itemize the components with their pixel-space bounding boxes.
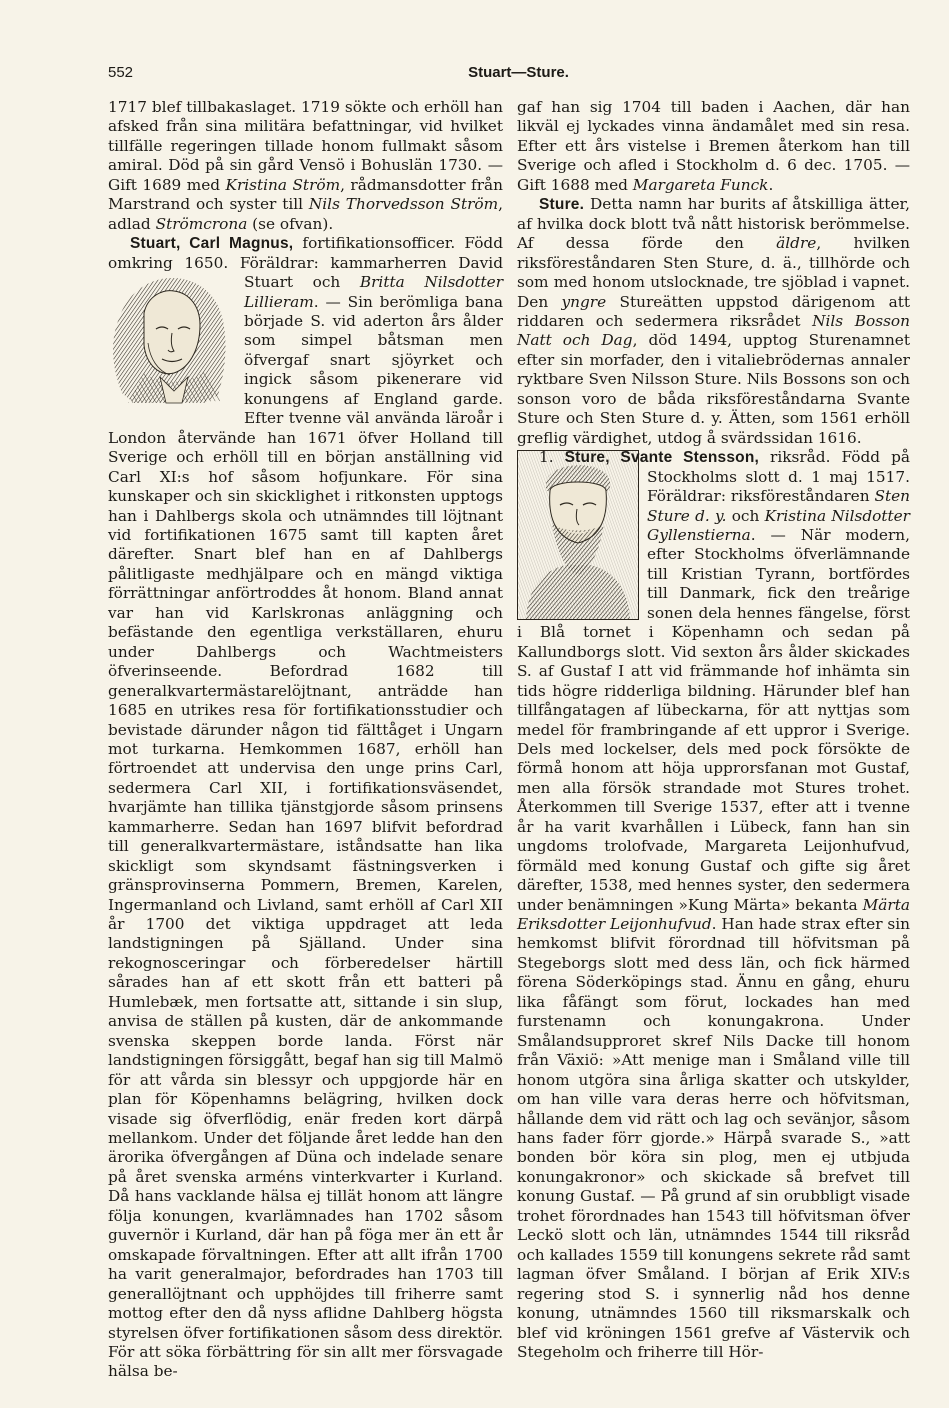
- headword: Sture.: [539, 196, 585, 214]
- page-number: 552: [108, 64, 134, 81]
- entry-sture-family: Sture. Detta namn har burits af åtskilliga ätter, af hvilka dock blott två nått historisk berömmelse. Af dessa förde den äldre, hvilken riksföreståndaren Sten Sture, d. ä., tillhörde och som med honom utslocknade, tre sjöblad i vapnet. Den yngre Stureätten uppstod därigenom att riddaren och sedermera riksrådet Nils Bosson Natt och Dag, död 1494, upptog Sturenamnet efter sin morfader, den i vitaliebrödernas annaler ryktbare Sven Nilsson Sture. Nils Bossons son och sonson voro de båda riksföreståndarna Svante Sture och Sten Sture d. y. Ätten, som 1561 erhöll greflig värdighet, utdog å svärdssidan 1616.: [517, 195, 910, 447]
- paragraph-stuart-end: gaf han sig 1704 till baden i Aachen, där han likväl ej lyckades vinna ändamålet med sin resa. Efter ett års vistelse i Bremen återkom han till Sverige och afled i Stockholm d. 6 dec. 1705. — Gift 1688 med Margareta Funck.: [517, 98, 910, 194]
- running-title: Stuart—Sture.: [468, 64, 569, 81]
- headword: Sture, Svante Stensson,: [564, 449, 759, 467]
- portrait-sture-engraving: [518, 451, 638, 619]
- portrait-stuart-engraving: [104, 273, 236, 411]
- entry-sture-svante-stensson: 1. Sture, Svante Stensson, riksråd. Född på Stockholms slott d. 1 maj 1517. Föräldrar: riksföreståndaren Sten Sture d. y. och Kristina Nilsdotter Gyllenstierna. — När modern, efter Stockholms öfverlämnande till Kristian Tyrann, bortfördes till Danmark, fick den treårige sonen dela hennes fängelse, först i Blå tornet i Köpenhamn och sedan på Kallundborgs slott. Vid sexton års ålder skickades S. af Gustaf I att vid främmande hof inhämta sin tids högre ridderliga bildning. Härunder blef han tillfångatagen af lübeckarna, för att nyttjas som medel för frambringande af ett uppror i Sverige. Dels med lockelser, dels med pock försökte de förmå honom att höja upprorsfanan mot Gustaf, men alla försök strandade mot Stures trohet. Återkommen till Sverige 1537, efter att i tvenne år ha varit kvarhållen i Lübeck, fann han sin ungdoms trolofvade, Margareta Leijonhufvud, förmäld med konung Gustaf och gifte sig året därefter, 1538, med hennes syster, den sedermera under benämningen »Kung Märta» bekanta Märta Eriksdotter Leijonhufvud. Han hade strax efter sin hemkomst blifvit förordnad till höfvitsman på Stegeborgs slott med dess län, och fick härmed förena Söderköpings stad. Ännu en gång, ehuru lika fåfängt som förut, lockades han med furstenamn och konungakrona. Under Smålandsupproret skref Nils Dacke till honom från Växiö: »Att menige man i Småland ville till honom utgöra sina årliga skatter och utskylder, om han ville vara deras herre och höfvitsman, hållande dem vid rätt och lag och sevänjor, såsom hans fader förr gjorde.» Härpå svarade S., »att bonden bör köra sin plog, men ej utbjuda konungakronor» och skickade så brefvet till konung Gustaf. — På grund af sin orubbligt visade trohet förordnades han 1543 till höfvitsman öfver Leckö slott och län, utnämndes 1544 till riksråd och kallades 1559 till konungens sekrete råd samt lagman öfver Småland. I början af Erik XIV:s regering stod S. i synnerlig nåd hos denne konung, utnämndes 1560 till riksmarskalk och blef vid kröningen 1561 grefve af Västervik och Stegeholm och friherre till Hör-: [517, 448, 911, 1361]
- entry-stuart-carl-magnus: Stuart, Carl Magnus, fortifikationsofficer. Född omkring 1650. Föräldrar: kammarherren David Stuart och Britta Nilsdotter Lillieram. — Sin berömliga bana började S. vid aderton års ålder som simpel båtsman men öfvergaf snart sjöyrket och ingick såsom pikenerare vid konungens af England garde. Efter tvenne väl använda läroår i London återvände han 1671 öfver Holland till Sverige och erhöll till en början anställning vid Carl XI:s hof såsom hofjunkare. För sina kunskaper och sin skicklighet i ritkonsten upptogs han i Dahlbergs skola och utnämndes till löjtnant vid fortifikationen 1675 samt till kapten året därefter. Snart blef han en af Dahlbergs pålitligaste medhjälpare och en mängd viktiga förrättningar anförtroddes åt honom. Bland annat var han vid Karlskronas anläggning och befästande den egentliga verkställaren, ehuru under Dahlbergs och Wachtmeisters öfverinseende. Befordrad 1682 till generalkvartermästarelöjtnant, anträdde han 1685 en utrikes resa för fortifikationsstudier och bevistade därunder någon tid fälttåget i Ungarn mot turkarna. Hemkommen 1687, erhöll han förtroendet att undervisa den unge prins Carl, sedermera Carl XII, i fortifikationsväsendet, hvarjämte han tillika tjänstgjorde såsom prinsens kammarherre. Sedan han 1697 blifvit befordrad till generalkvartermästare, iståndsatte han lika skickligt som skyndsamt fästningsverken i gränsprovinserna Pommern, Bremen, Karelen, Ingermanland och Livland, samt erhöll af Carl XII år 1700 det viktiga uppdraget att leda landstigningen på Själland. Under sina rekognosceringar och förberedelser härtill sårades han af ett skott från ett batteri på Humlebæk, men fortsatte att, sittande i sin slup, anvisa de ställen på kusten, där de ankommande svenska skeppen borde landa. Först när landstigningen försiggått, begaf han sig till Malmö för att vårda sin blessyr och uppgjorde här en plan för Köpenhamns belägring, hvilken dock visade sig öfverflödig, enär freden kort därpå mellankom. Under det följande året ledde han den ärorika öfvergången af Düna och indelade senare på året svenska arméns vinterkvarter i Kurland. Då hans vacklande hälsa ej tillät honom att längre följa konungen, kvarlämnades han 1702 såsom guvernör i Kurland, där han på föga mer än ett år omskapade förvaltningen. Efter att allt ifrån 1700 ha varit generalmajor, befordrades han 1703 till generallöjtnant och upphöjdes till friherre samt mottog efter den då nyss aflidne Dahlberg högsta styrelsen öfver fortifikationen såsom dess direktör. För att söka förbättring för sin allt mer försvagade hälsa be-: [108, 234, 503, 1382]
- headword: Stuart, Carl Magnus,: [130, 235, 294, 253]
- portrait-stuart: [104, 273, 236, 411]
- left-column: [108, 98, 503, 1382]
- running-header: [108, 64, 909, 86]
- right-column: [517, 98, 910, 1362]
- paragraph-stromcrona-end: 1717 blef tillbakaslaget. 1719 sökte och erhöll han afsked från sina militära befattningar, vid hvilket tillfälle regeringen tillade honom fullmakt såsom amiral. Död på sin gård Vensö i Bohuslän 1730. — Gift 1689 med Kristina Ström, rådmansdotter från Marstrand och syster till Nils Thorvedsson Ström, adlad Strömcrona (se ofvan).: [108, 98, 504, 233]
- portrait-sture: [517, 450, 639, 620]
